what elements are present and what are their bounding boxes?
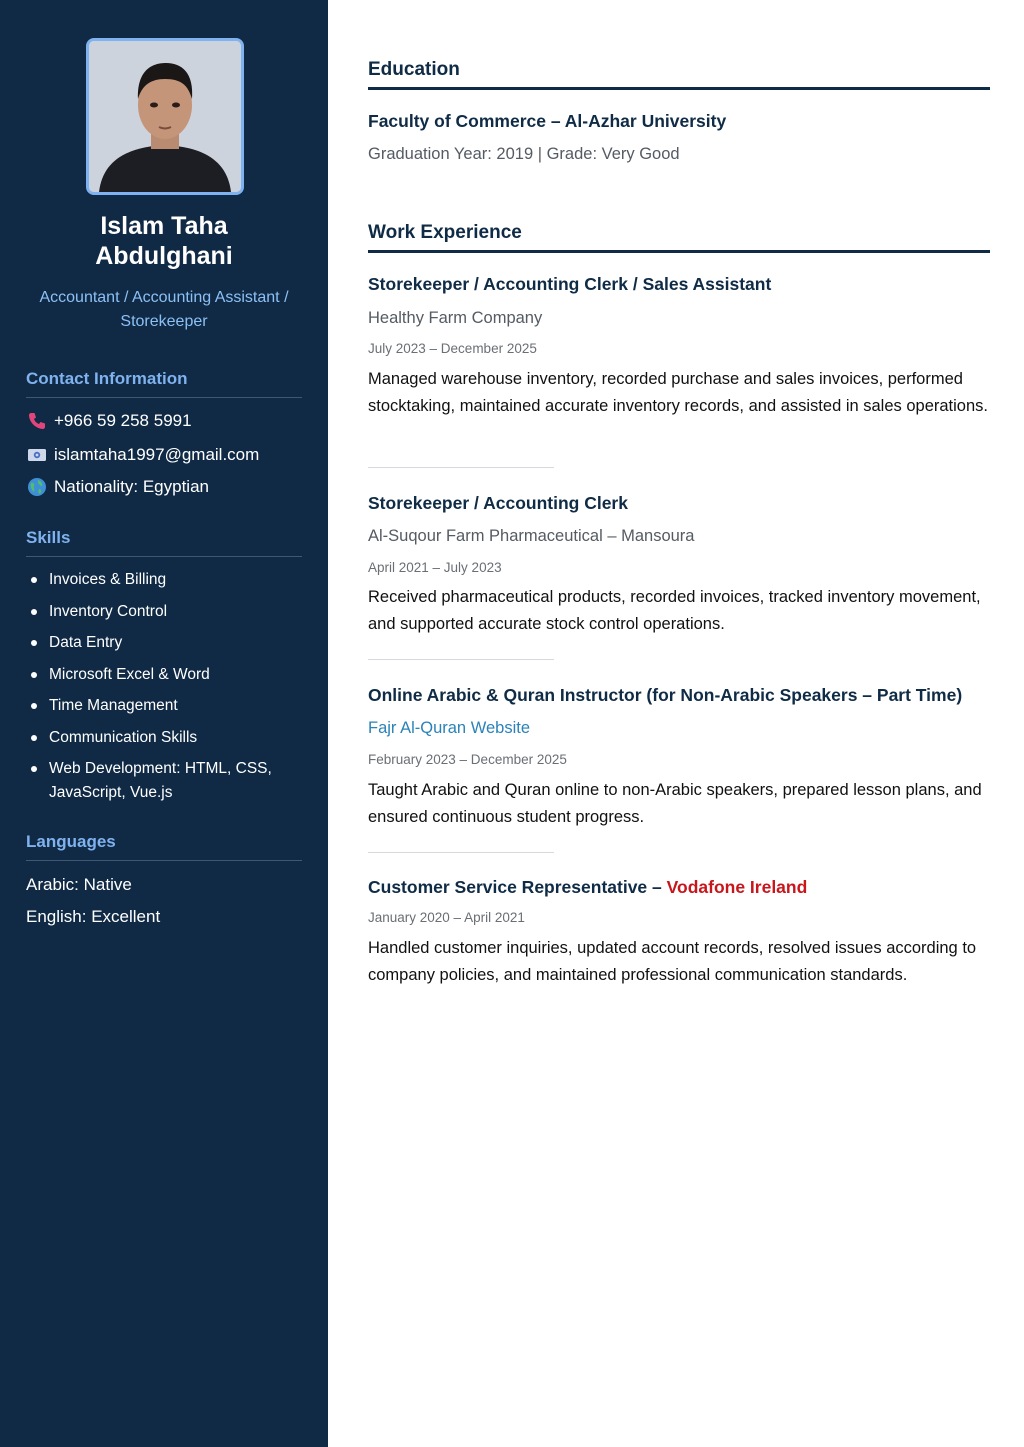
divider [368,467,554,468]
skill-item: Web Development: HTML, CSS, JavaScript, Vue.js [26,757,289,805]
skill-item: Inventory Control [26,600,316,624]
job-3-company-link[interactable]: Fajr Al-Quran Website [368,719,531,737]
job-4-company: Vodafone Ireland [666,877,808,897]
job-4-title: Customer Service Representative – [368,877,667,897]
skills-list [26,568,316,813]
nationality-text: Nationality: Egyptian [54,477,209,496]
job-2-dates: April 2021 – July 2023 [368,560,502,575]
divider [368,852,554,853]
contact-nationality [26,475,316,499]
job-3-description: Taught Arabic and Quran online to non-Arabic speakers, prepared lesson plans, and ensured continuous student progress. [368,781,982,826]
work-heading: Work Experience [368,222,990,253]
education-degree: Faculty of Commerce – Al-Azhar University [368,111,727,131]
job-1-title: Storekeeper / Accounting Clerk / Sales Assistant [368,274,772,294]
skill-item: Invoices & Billing [26,568,316,592]
skill-item: Microsoft Excel & Word [26,663,316,687]
language-item: English: Excellent [26,907,161,926]
contact-heading: Contact Information [26,369,302,398]
phone-text: +966 59 258 5991 [54,411,192,430]
globe-icon [26,476,48,498]
job-1-dates: July 2023 – December 2025 [368,341,537,356]
job-3-title: Online Arabic & Quran Instructor (for Non-Arabic Speakers – Part Time) [368,685,963,705]
job-2-company: Al-Suqour Farm Pharmaceutical – Mansoura [368,527,695,545]
skill-item: Data Entry [26,631,316,655]
contact-phone[interactable] [26,409,316,433]
skill-item: Communication Skills [26,726,316,750]
job-title-tagline: Accountant / Accounting Assistant / Storekeeper [39,289,289,330]
job-2-title: Storekeeper / Accounting Clerk [368,493,628,513]
job-2-description: Received pharmaceutical products, recorded invoices, tracked inventory movement, and supported accurate stock control operations. [368,588,981,633]
education-heading: Education [368,59,990,90]
education-details: Graduation Year: 2019 | Grade: Very Good [368,145,680,163]
name-line-2: Abdulghani [95,242,233,270]
name-line-1: Islam Taha [100,212,228,240]
skills-heading: Skills [26,528,302,557]
language-item: Arabic: Native [26,875,132,894]
job-1-company: Healthy Farm Company [368,309,543,327]
job-3-dates: February 2023 – December 2025 [368,752,567,767]
job-1-description: Managed warehouse inventory, recorded purchase and sales invoices, performed stocktaking, maintained accurate inventory records, and assisted in sales operations. [368,370,988,415]
languages-heading: Languages [26,832,302,861]
job-4-description: Handled customer inquiries, updated account records, resolved issues according to company policies, and maintained professional communication standards. [368,939,977,984]
sidebar [0,0,328,1447]
divider [368,659,554,660]
candidate-name [0,211,328,271]
skill-item: Time Management [26,694,316,718]
contact-email[interactable] [26,443,316,467]
email-icon [26,444,48,466]
phone-icon [26,410,48,432]
profile-photo [86,38,244,195]
email-text: islamtaha1997@gmail.com [54,445,260,464]
job-4-title-row [368,877,990,898]
job-4-dates: January 2020 – April 2021 [368,910,525,925]
